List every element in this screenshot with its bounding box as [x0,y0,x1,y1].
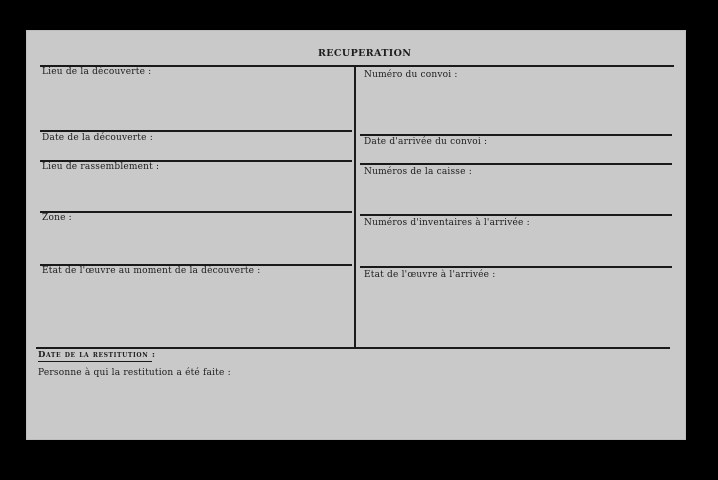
rule-right-2 [360,163,672,165]
restitution-underline [38,361,152,362]
card-title: RECUPERATION [318,48,412,59]
field-numeros-caisse: Numéros de la caisse : [364,167,472,177]
field-date-arrivee-convoi: Date d'arrivée du convoi : [364,137,488,147]
field-date-decouverte: Date de la découverte : [42,133,153,143]
bottom-rule [36,347,670,349]
rule-left-3 [40,211,352,213]
field-personne-restitution: Personne à qui la restitution a été faite : [38,368,231,378]
rule-left-1 [40,130,352,132]
record-card [26,30,686,440]
field-numeros-inventaires: Numéros d'inventaires à l'arrivée : [364,218,530,228]
field-lieu-decouverte: Lieu de la découverte : [42,67,152,77]
field-zone: Zone : [42,213,72,223]
rule-right-1 [360,134,672,136]
field-etat-arrivee: Etat de l'œuvre à l'arrivée : [364,270,496,280]
rule-right-3 [360,214,672,216]
field-etat-decouverte: Etat de l'œuvre au moment de la découverte : [42,266,261,276]
center-divider [354,66,356,347]
field-numero-convoi: Numéro du convoi : [364,70,458,80]
field-date-restitution: Date de la restitution : [38,350,156,360]
field-lieu-rassemblement: Lieu de rassemblement : [42,162,160,172]
rule-right-4 [360,266,672,268]
